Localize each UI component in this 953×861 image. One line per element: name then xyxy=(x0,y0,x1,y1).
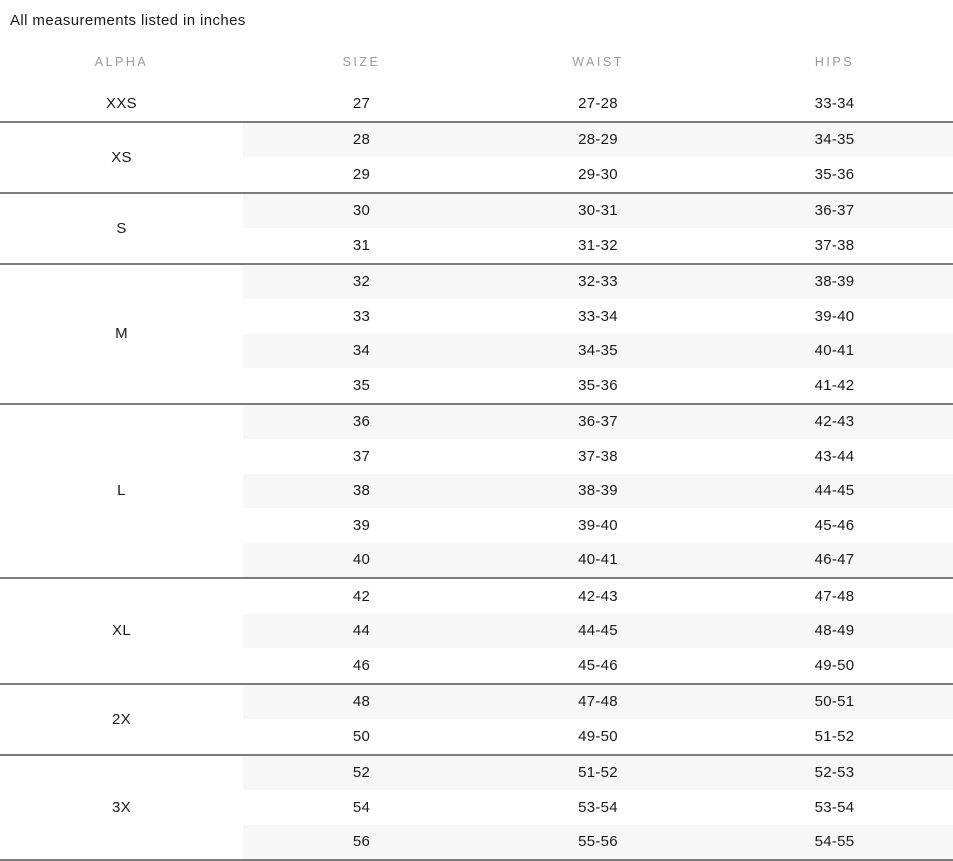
size-cell: 42 xyxy=(352,587,371,605)
waist-cell: 34-35 xyxy=(480,334,716,369)
table-row xyxy=(0,755,953,791)
table-row xyxy=(0,684,953,720)
hips-cell: 34-35 xyxy=(716,122,953,158)
size-chart-table xyxy=(0,38,953,861)
size-group-xs xyxy=(0,122,953,193)
hips-cell: 48-49 xyxy=(716,614,953,649)
hips-cell: 53-54 xyxy=(814,798,855,816)
table-row xyxy=(0,578,953,614)
size-group-m xyxy=(0,264,953,404)
hips-cell: 47-48 xyxy=(814,587,855,605)
hips-cell: 43-44 xyxy=(814,447,855,465)
hips-cell: 42-43 xyxy=(716,404,953,440)
size-group-2x xyxy=(0,684,953,755)
hips-cell: 49-50 xyxy=(814,656,855,674)
size-group-s xyxy=(0,193,953,264)
size-cell: 31 xyxy=(352,236,371,254)
waist-cell: 53-54 xyxy=(578,798,618,816)
waist-cell: 28-29 xyxy=(480,122,716,158)
hips-cell: 51-52 xyxy=(814,727,855,745)
hips-cell: 50-51 xyxy=(716,684,953,720)
table-row xyxy=(0,264,953,300)
size-cell: 33 xyxy=(352,307,371,325)
size-cell: 28 xyxy=(243,122,480,158)
size-cell: 52 xyxy=(243,755,480,791)
hips-cell: 40-41 xyxy=(716,334,953,369)
size-cell: 35 xyxy=(352,376,371,394)
waist-cell: 27-28 xyxy=(578,94,618,112)
size-cell: 39 xyxy=(352,516,371,534)
waist-cell: 47-48 xyxy=(480,684,716,720)
hips-cell: 52-53 xyxy=(716,755,953,791)
column-header-alpha: ALPHA xyxy=(94,55,149,69)
size-cell: 30 xyxy=(243,193,480,229)
hips-cell: 41-42 xyxy=(814,376,855,394)
size-group-xxs xyxy=(0,86,953,122)
size-chart-header xyxy=(0,38,953,86)
alpha-cell: S xyxy=(0,193,243,264)
size-cell: 40 xyxy=(243,543,480,579)
size-cell: 37 xyxy=(352,447,371,465)
size-cell: 27 xyxy=(352,94,371,112)
alpha-cell: XXS xyxy=(0,86,243,122)
size-cell: 56 xyxy=(243,825,480,861)
size-cell: 38 xyxy=(243,474,480,509)
waist-cell: 36-37 xyxy=(480,404,716,440)
waist-cell: 45-46 xyxy=(578,656,618,674)
table-row xyxy=(0,86,953,122)
hips-cell: 37-38 xyxy=(814,236,855,254)
alpha-cell: XL xyxy=(0,578,243,684)
size-cell: 54 xyxy=(352,798,371,816)
waist-cell: 29-30 xyxy=(578,165,618,183)
size-group-xl xyxy=(0,578,953,684)
waist-cell: 38-39 xyxy=(480,474,716,509)
column-header-waist: WAIST xyxy=(572,55,624,69)
size-cell: 34 xyxy=(243,334,480,369)
waist-cell: 35-36 xyxy=(578,376,618,394)
waist-cell: 31-32 xyxy=(578,236,618,254)
hips-cell: 45-46 xyxy=(814,516,855,534)
table-row xyxy=(0,122,953,158)
header-row xyxy=(0,38,953,86)
size-cell: 44 xyxy=(243,614,480,649)
alpha-cell: M xyxy=(0,264,243,404)
alpha-cell: XS xyxy=(0,122,243,193)
hips-cell: 54-55 xyxy=(716,825,953,861)
hips-cell: 35-36 xyxy=(814,165,855,183)
hips-cell: 38-39 xyxy=(716,264,953,300)
size-group-l xyxy=(0,404,953,579)
size-group-3x xyxy=(0,755,953,861)
waist-cell: 33-34 xyxy=(578,307,618,325)
table-row xyxy=(0,404,953,440)
waist-cell: 40-41 xyxy=(480,543,716,579)
size-cell: 48 xyxy=(243,684,480,720)
waist-cell: 30-31 xyxy=(480,193,716,229)
waist-cell: 49-50 xyxy=(578,727,618,745)
waist-cell: 42-43 xyxy=(578,587,618,605)
hips-cell: 44-45 xyxy=(716,474,953,509)
waist-cell: 39-40 xyxy=(578,516,618,534)
size-cell: 36 xyxy=(243,404,480,440)
hips-cell: 33-34 xyxy=(814,94,855,112)
hips-cell: 39-40 xyxy=(814,307,855,325)
waist-cell: 55-56 xyxy=(480,825,716,861)
column-header-hips: HIPS xyxy=(814,55,855,69)
size-cell: 29 xyxy=(352,165,371,183)
measurements-note: All measurements listed in inches xyxy=(10,12,246,29)
waist-cell: 37-38 xyxy=(578,447,618,465)
table-row xyxy=(0,193,953,229)
waist-cell: 44-45 xyxy=(480,614,716,649)
alpha-cell: 2X xyxy=(0,684,243,755)
alpha-cell: 3X xyxy=(0,755,243,861)
alpha-cell: L xyxy=(0,404,243,579)
hips-cell: 46-47 xyxy=(716,543,953,579)
hips-cell: 36-37 xyxy=(716,193,953,229)
waist-cell: 32-33 xyxy=(480,264,716,300)
column-header-size: SIZE xyxy=(342,55,381,69)
size-cell: 46 xyxy=(352,656,371,674)
size-cell: 32 xyxy=(243,264,480,300)
waist-cell: 51-52 xyxy=(480,755,716,791)
size-cell: 50 xyxy=(352,727,371,745)
